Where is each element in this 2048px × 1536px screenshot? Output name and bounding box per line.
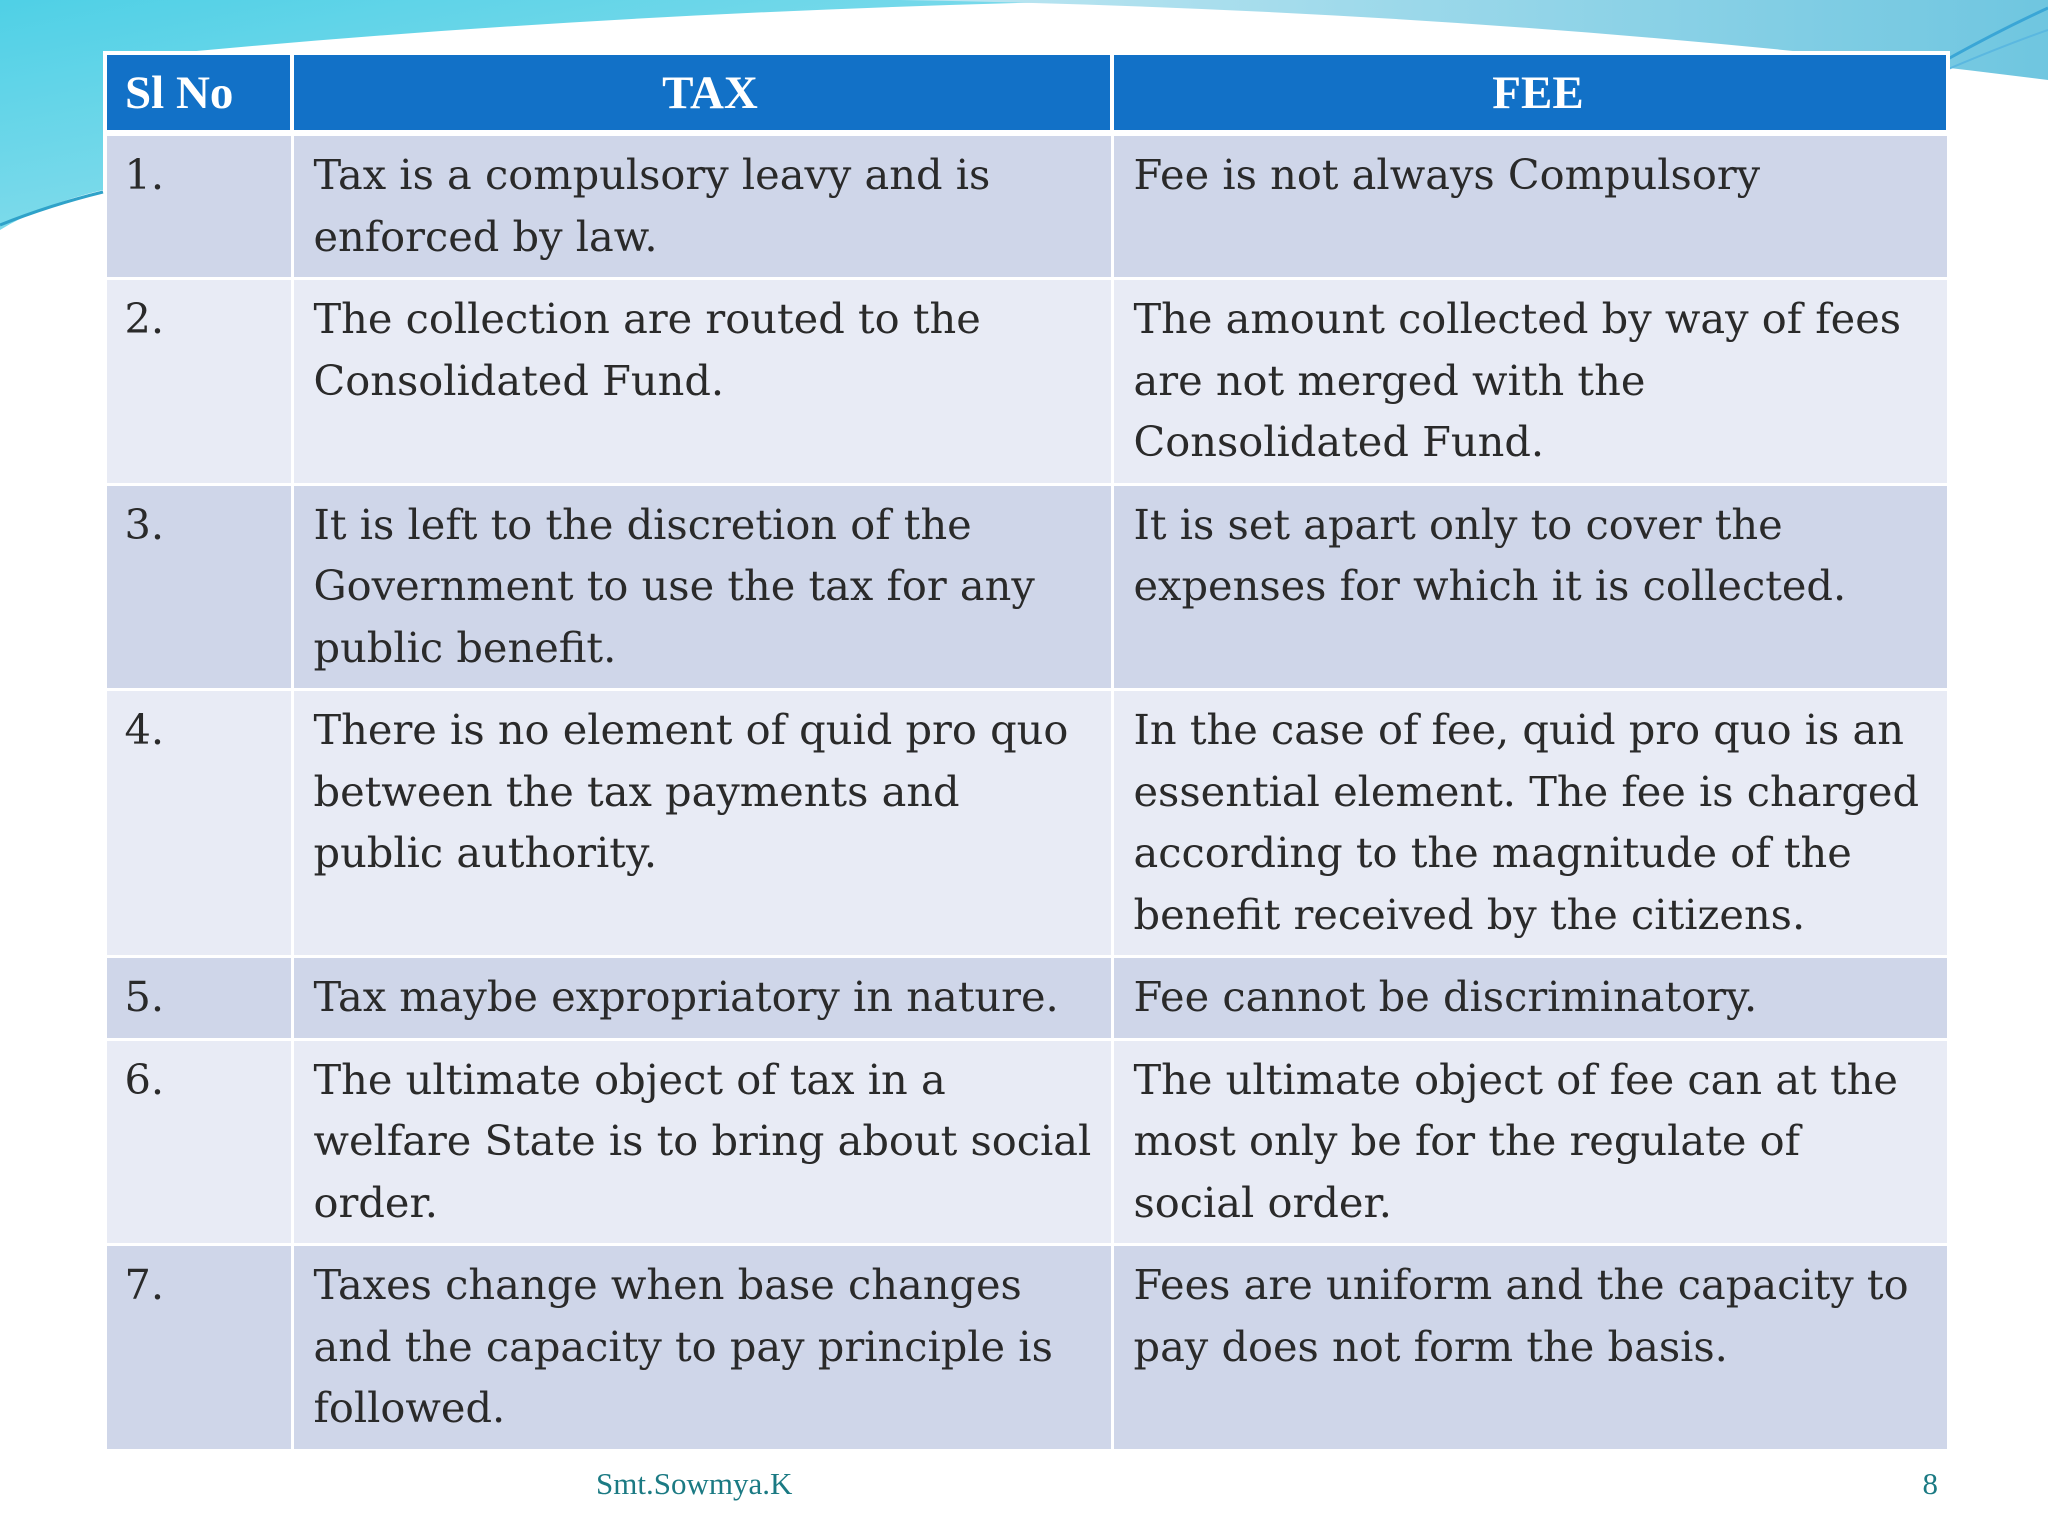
row-number: 1. [105, 133, 292, 279]
row-number: 3. [105, 484, 292, 690]
tax-cell: It is left to the discretion of the Government to use the tax for any public benefit. [292, 484, 1112, 690]
table-row [105, 133, 1948, 279]
comparison-table-container [103, 51, 1946, 1452]
table-row [105, 279, 1948, 485]
row-number: 6. [105, 1039, 292, 1245]
tax-cell: Tax is a compulsory leavy and is enforced by law. [292, 133, 1112, 279]
row-number: 4. [105, 690, 292, 957]
footer-author: Smt.Sowmya.K [596, 1466, 793, 1501]
header-tax: TAX [292, 53, 1112, 133]
slide-number: 8 [1922, 1466, 1938, 1501]
row-number: 5. [105, 957, 292, 1040]
fee-cell: The ultimate object of fee can at the most only be for the regulate of social order. [1112, 1039, 1948, 1245]
fee-cell: The amount collected by way of fees are not merged with the Consolidated Fund. [1112, 279, 1948, 485]
row-number: 2. [105, 279, 292, 485]
fee-cell: Fees are uniform and the capacity to pay does not form the basis. [1112, 1245, 1948, 1451]
table-row [105, 957, 1948, 1040]
tax-cell: Tax maybe expropriatory in nature. [292, 957, 1112, 1040]
fee-cell: Fee cannot be discriminatory. [1112, 957, 1948, 1040]
table-row [105, 690, 1948, 957]
tax-vs-fee-table [103, 51, 1950, 1452]
tax-cell: Taxes change when base changes and the capacity to pay principle is followed. [292, 1245, 1112, 1451]
row-number: 7. [105, 1245, 292, 1451]
tax-cell: There is no element of quid pro quo between the tax payments and public authority. [292, 690, 1112, 957]
fee-cell: In the case of fee, quid pro quo is an essential element. The fee is charged according to the magnitude of the benefit received by the citizens. [1112, 690, 1948, 957]
header-sl-no: Sl No [105, 53, 292, 133]
fee-cell: Fee is not always Compulsory [1112, 133, 1948, 279]
fee-cell: It is set apart only to cover the expenses for which it is collected. [1112, 484, 1948, 690]
tax-cell: The ultimate object of tax in a welfare State is to bring about social order. [292, 1039, 1112, 1245]
tax-cell: The collection are routed to the Consolidated Fund. [292, 279, 1112, 485]
header-fee: FEE [1112, 53, 1948, 133]
table-header-row [105, 53, 1948, 133]
table-row [105, 1039, 1948, 1245]
table-row [105, 1245, 1948, 1451]
table-row [105, 484, 1948, 690]
